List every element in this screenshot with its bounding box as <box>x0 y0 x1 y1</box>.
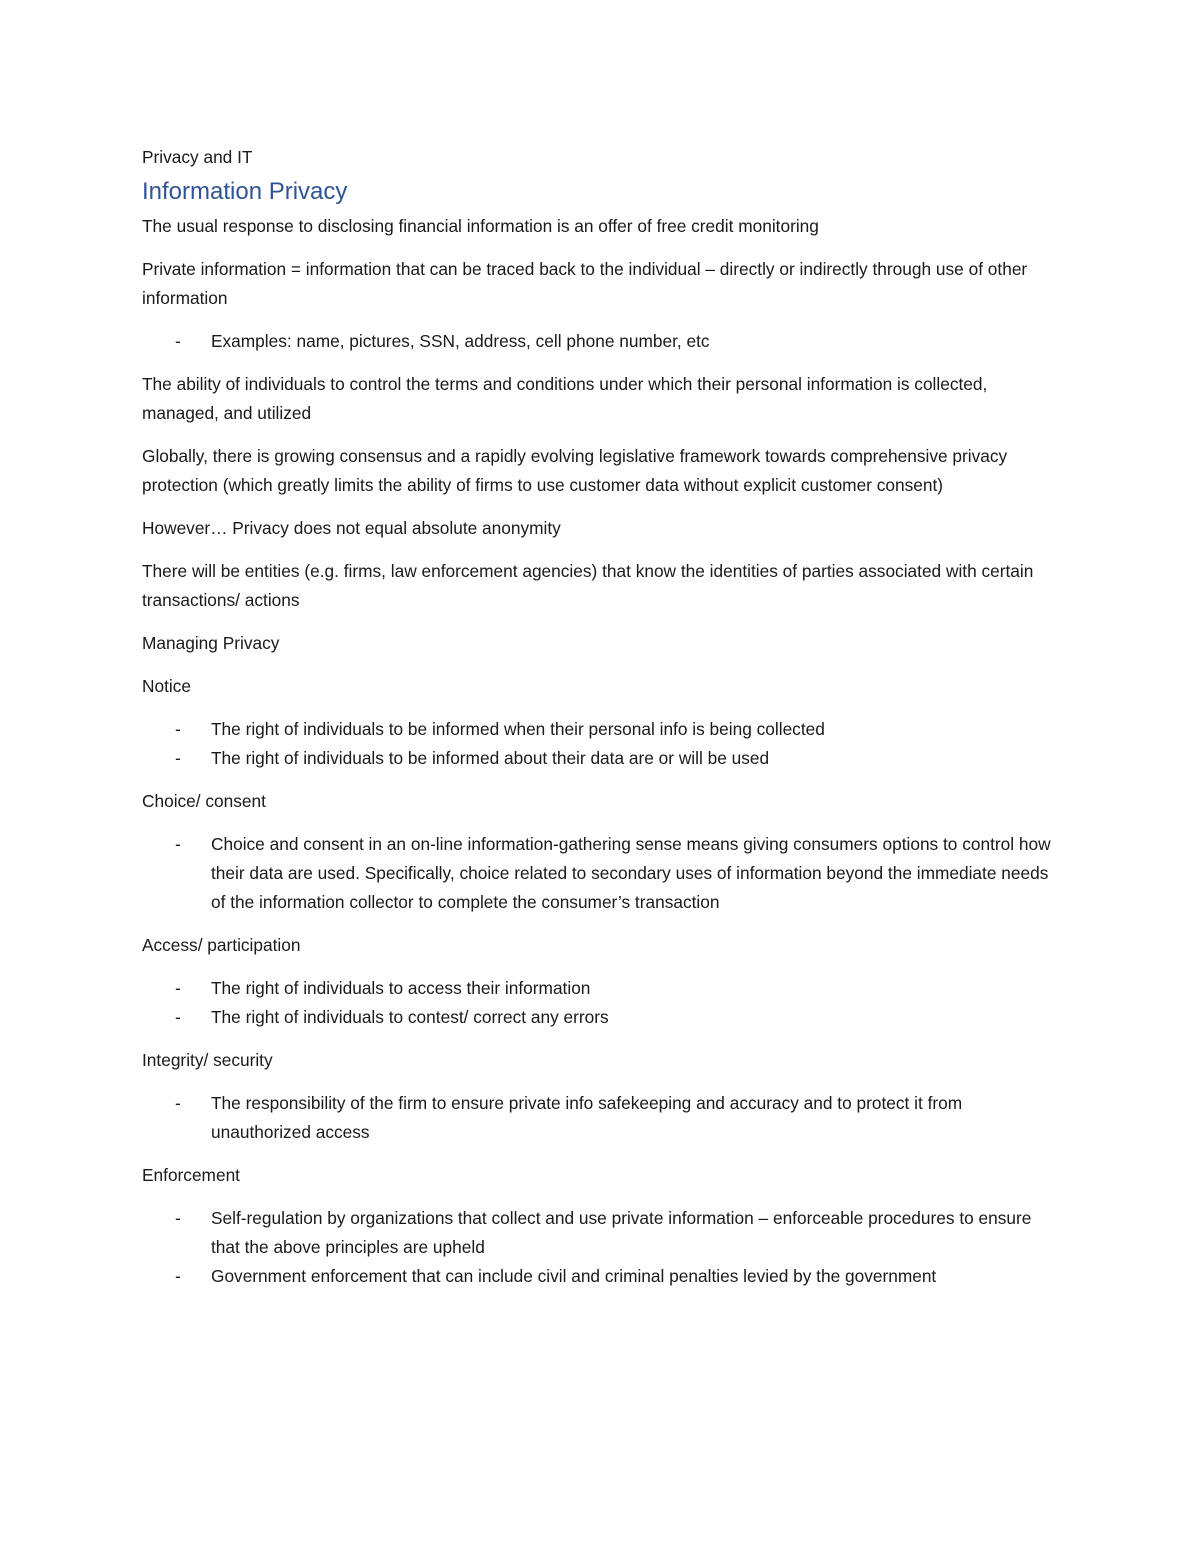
private-info-definition: Private information = information that can be traced back to the individual – directly or indirectly through use of other information <box>142 259 1028 308</box>
notice-list <box>142 715 1060 773</box>
list-item <box>142 1262 1060 1291</box>
dash-bullet: - <box>175 1266 181 1286</box>
intro-paragraph: The usual response to disclosing financial information is an offer of free credit monitoring <box>142 216 819 236</box>
ability-paragraph: The ability of individuals to control the terms and conditions under which their personal information is collected, managed, and utilized <box>142 374 988 423</box>
list-item-text: The right of individuals to contest/ correct any errors <box>211 1007 609 1027</box>
document-title: Privacy and IT <box>142 147 253 167</box>
however-paragraph: However… Privacy does not equal absolute anonymity <box>142 518 561 538</box>
dash-bullet: - <box>175 834 181 854</box>
globally-paragraph: Globally, there is growing consensus and a rapidly evolving legislative framework towards comprehensive privacy protection (which greatly limits the ability of firms to use customer data without explicit customer consent) <box>142 446 1008 495</box>
integrity-list <box>142 1089 1060 1147</box>
dash-bullet: - <box>175 1093 181 1113</box>
list-item <box>142 830 1060 917</box>
dash-bullet: - <box>175 719 181 739</box>
list-item <box>142 974 1060 1003</box>
access-label: Access/ participation <box>142 935 301 955</box>
list-item <box>142 1003 1060 1032</box>
list-item-text: Government enforcement that can include civil and criminal penalties levied by the government <box>211 1266 937 1286</box>
enforcement-list <box>142 1204 1060 1291</box>
notice-label: Notice <box>142 676 191 696</box>
enforcement-label: Enforcement <box>142 1165 240 1185</box>
document-body <box>142 143 1060 1305</box>
list-item-text: The responsibility of the firm to ensure private info safekeeping and accuracy and to protect it from unauthorized access <box>211 1093 963 1142</box>
list-item-text: The right of individuals to access their information <box>211 978 591 998</box>
list-item-text: Choice and consent in an on-line information-gathering sense means giving consumers options to control how their data are used. Specifically, choice related to secondary uses of information beyond the immediate needs of the information collector to complete the consumer’s transaction <box>211 834 1051 912</box>
list-item-text: Self-regulation by organizations that collect and use private information – enforceable procedures to ensure that the above principles are upheld <box>211 1208 1032 1257</box>
list-item-text: Examples: name, pictures, SSN, address, cell phone number, etc <box>211 331 710 351</box>
list-item <box>142 715 1060 744</box>
list-item <box>142 1204 1060 1262</box>
integrity-label: Integrity/ security <box>142 1050 273 1070</box>
dash-bullet: - <box>175 331 181 351</box>
section-heading: Information Privacy <box>142 178 348 205</box>
list-item-text: The right of individuals to be informed when their personal info is being collected <box>211 719 825 739</box>
entities-paragraph: There will be entities (e.g. firms, law enforcement agencies) that know the identities of parties associated with certain transactions/ actions <box>142 561 1034 610</box>
choice-label: Choice/ consent <box>142 791 266 811</box>
dash-bullet: - <box>175 1208 181 1228</box>
managing-privacy-label: Managing Privacy <box>142 633 280 653</box>
dash-bullet: - <box>175 1007 181 1027</box>
list-item <box>142 1089 1060 1147</box>
access-list <box>142 974 1060 1032</box>
dash-bullet: - <box>175 978 181 998</box>
list-item-text: The right of individuals to be informed about their data are or will be used <box>211 748 770 768</box>
list-item <box>142 327 1060 356</box>
list-item <box>142 744 1060 773</box>
dash-bullet: - <box>175 748 181 768</box>
choice-list <box>142 830 1060 917</box>
examples-list <box>142 327 1060 356</box>
